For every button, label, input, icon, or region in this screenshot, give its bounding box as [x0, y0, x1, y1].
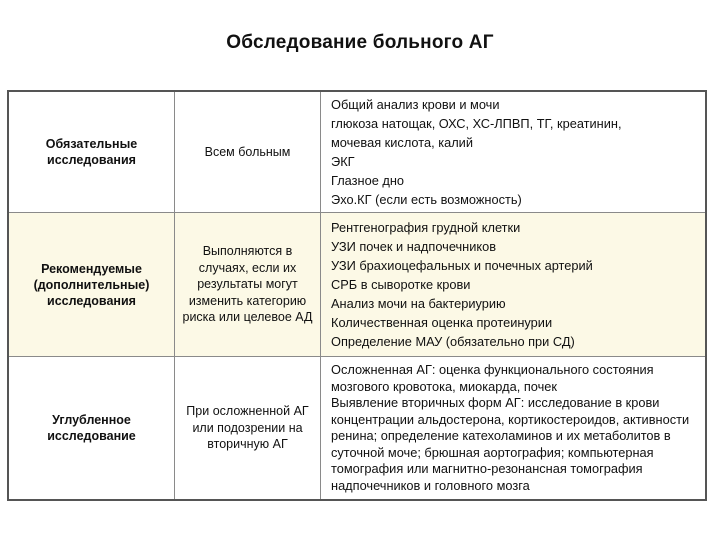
test-item: Анализ мочи на бактериурию: [331, 296, 506, 311]
table-row: [8, 357, 706, 501]
tests-cell: [321, 213, 707, 357]
test-item: Осложненная АГ: оценка функционального состояния мозгового кровотока, миокарда, почек: [331, 362, 654, 394]
test-item: ЭКГ: [331, 154, 355, 169]
test-item: Выявление вторичных форм АГ: исследование в крови концентрации альдостерона, кортикостероидов, активности ренина; определение катехоламинов и их метаболитов в суточной моче; брюшная аортография; компьютерная томография или магнитно-резонансная томография надпочечников и головного мозга: [331, 395, 690, 493]
applies-to-cell: При осложненной АГ или подозрении на вторичную АГ: [175, 357, 321, 501]
test-item: Определение МАУ (обязательно при СД): [331, 334, 575, 349]
category-cell: Рекомендуемые (дополнительные) исследования: [8, 213, 175, 357]
table-row: [8, 91, 706, 213]
examination-table: [7, 90, 707, 501]
page-title: Обследование больного АГ: [226, 32, 494, 53]
test-item: УЗИ почек и надпочечников: [331, 239, 497, 254]
test-item: СРБ в сыворотке крови: [331, 277, 471, 292]
tests-cell: [321, 357, 707, 501]
category-cell: Углубленное исследование: [8, 357, 175, 501]
category-cell: Обязательные исследования: [8, 91, 175, 213]
applies-to-cell: Всем больным: [175, 91, 321, 213]
test-item: мочевая кислота, калий: [331, 135, 473, 150]
test-item: Рентгенография грудной клетки: [331, 220, 521, 235]
test-item: Общий анализ крови и мочи: [331, 97, 500, 112]
applies-to-cell: Выполняются в случаях, если их результаты могут изменить категорию риска или целевое АД: [175, 213, 321, 357]
table-row: [8, 213, 706, 357]
test-item: Глазное дно: [331, 173, 405, 188]
test-item: Эхо.КГ (если есть возможность): [331, 192, 522, 207]
test-item: глюкоза натощак, ОХС, ХС-ЛПВП, ТГ, креатинин,: [331, 116, 622, 131]
test-item: УЗИ брахиоцефальных и почечных артерий: [331, 258, 593, 273]
tests-cell: [321, 91, 707, 213]
test-item: Количественная оценка протеинурии: [331, 315, 553, 330]
